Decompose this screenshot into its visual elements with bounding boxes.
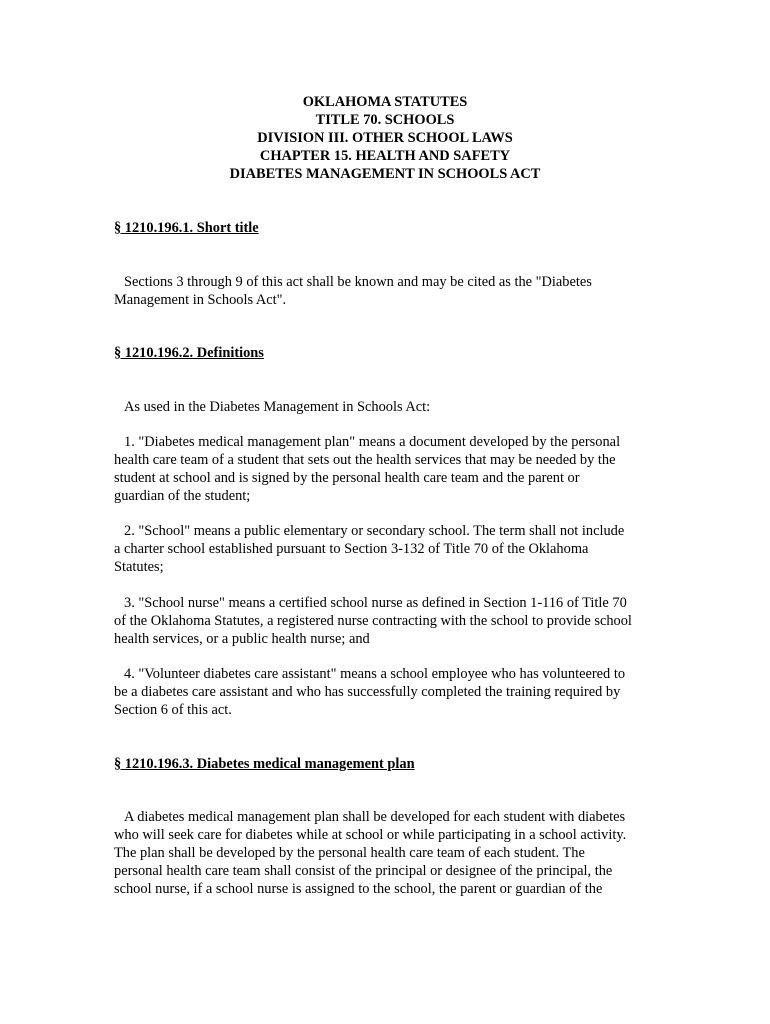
paragraph-definitions-intro [114, 398, 662, 416]
paragraph-line: health services, or a public health nurse; and [114, 631, 370, 647]
paragraph-line: personal health care team shall consist of the principal or designee of the principal, the [114, 863, 613, 879]
paragraph-definition-2 [114, 522, 662, 576]
paragraph-short-title [114, 273, 662, 309]
header-line-title: TITLE 70. SCHOOLS [315, 112, 455, 128]
section-heading-short-title: § 1210.196.1. Short title [114, 220, 259, 236]
paragraph-line: Statutes; [114, 559, 164, 575]
paragraph-line: guardian of the student; [114, 488, 251, 504]
paragraph-line: of the Oklahoma Statutes, a registered nurse contracting with the school to provide school [114, 613, 632, 629]
paragraph-line: be a diabetes care assistant and who has successfully completed the training required by [114, 684, 621, 700]
paragraph-line: Section 6 of this act. [114, 702, 232, 718]
paragraph-line: The plan shall be developed by the personal health care team of each student. The [114, 845, 585, 861]
section-heading-definitions: § 1210.196.2. Definitions [114, 345, 264, 361]
paragraph-line: student at school and is signed by the personal health care team and the parent or [114, 470, 580, 486]
header-line-chapter: CHAPTER 15. HEALTH AND SAFETY [259, 148, 511, 164]
paragraph-line: school nurse, if a school nurse is assigned to the school, the parent or guardian of the [114, 881, 603, 897]
paragraph-line: health care team of a student that sets out the health services that may be needed by the [114, 452, 616, 468]
header-line-act: DIABETES MANAGEMENT IN SCHOOLS ACT [229, 166, 541, 182]
paragraph-definition-3 [114, 594, 662, 648]
paragraph-line: 4. "Volunteer diabetes care assistant" means a school employee who has volunteered to [124, 666, 626, 682]
section-heading-management-plan: § 1210.196.3. Diabetes medical management plan [114, 756, 415, 772]
paragraph-management-plan [114, 808, 662, 898]
header-line-statutes: OKLAHOMA STATUTES [302, 94, 468, 110]
paragraph-definition-1 [114, 433, 662, 505]
paragraph-line: 3. "School nurse" means a certified school nurse as defined in Section 1-116 of Title 70 [124, 595, 627, 611]
paragraph-line: 2. "School" means a public elementary or secondary school. The term shall not include [124, 523, 625, 539]
paragraph-line: A diabetes medical management plan shall be developed for each student with diabetes [124, 809, 626, 825]
paragraph-line: who will seek care for diabetes while at school or while participating in a school activity. [114, 827, 627, 843]
paragraph-line: Management in Schools Act". [114, 292, 287, 308]
paragraph-line: 1. "Diabetes medical management plan" means a document developed by the personal [124, 434, 621, 450]
document-header [0, 93, 770, 183]
paragraph-line: Sections 3 through 9 of this act shall be known and may be cited as the "Diabetes [124, 274, 592, 290]
header-line-division: DIVISION III. OTHER SCHOOL LAWS [257, 130, 513, 146]
paragraph-line: As used in the Diabetes Management in Schools Act: [124, 399, 431, 415]
paragraph-definition-4 [114, 665, 662, 719]
paragraph-line: a charter school established pursuant to Section 3-132 of Title 70 of the Oklahoma [114, 541, 589, 557]
